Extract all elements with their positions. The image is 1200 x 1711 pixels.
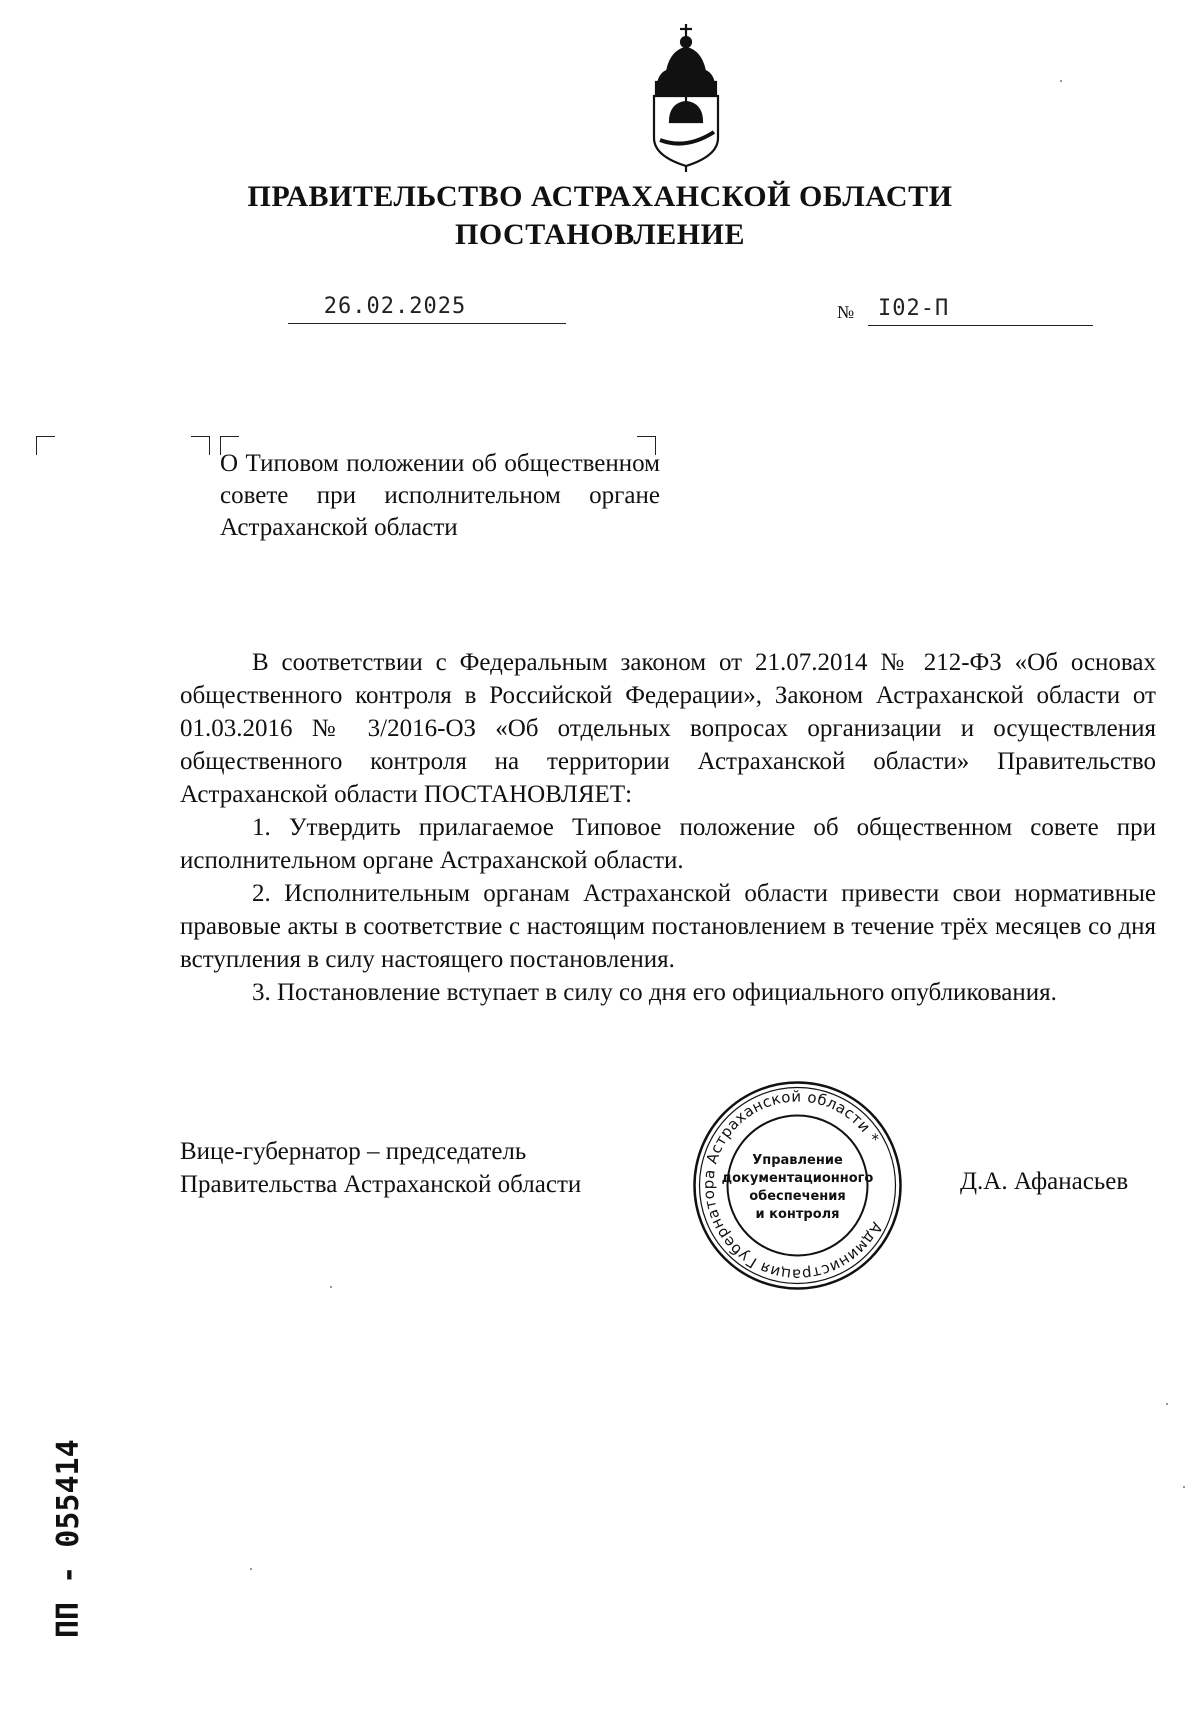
stamp-ring-text: Администрация Губернатора Астраханской области * — [699, 1087, 887, 1284]
signatory-position-line: Правительства Астраханской области — [180, 1171, 582, 1198]
document-subject: О Типовом положении об общественном совете при исполнительном органе Астраханской области — [220, 450, 660, 541]
signatory-position-line: Вице-губернатор – председатель — [180, 1138, 527, 1165]
document-body — [180, 646, 1156, 1009]
document-type-title: ПОСТАНОВЛЕНИЕ — [455, 218, 745, 251]
scan-speck — [330, 1286, 332, 1288]
registration-number-text: ПП - 055414 — [51, 1439, 86, 1638]
decree-item: 1. Утвердить прилагаемое Типовое положение об общественном совете при исполнительном органе Астраханской области. — [180, 814, 1156, 874]
document-date: 26.02.2025 — [323, 294, 467, 319]
scan-speck — [250, 1568, 252, 1570]
stamp-center-line: Управление — [752, 1153, 843, 1168]
scan-speck — [1166, 1403, 1168, 1405]
number-underline — [868, 325, 1093, 326]
registration-number — [26, 1370, 96, 1640]
official-stamp — [690, 1078, 905, 1293]
margin-corner-mark — [191, 436, 210, 455]
signatory-position — [180, 1135, 581, 1201]
scan-speck — [1060, 80, 1062, 82]
number-label: № — [837, 302, 855, 322]
decree-item: 2. Исполнительным органам Астраханской области привести свои нормативные правовые акты в соответствие с настоящим постановлением в течение трёх месяцев со дня вступления в силу настоящего постановления. — [180, 880, 1156, 973]
stamp-center-line: и контроля — [755, 1207, 840, 1222]
coat-of-arms-icon — [640, 22, 732, 172]
organization-title: ПРАВИТЕЛЬСТВО АСТРАХАНСКОЙ ОБЛАСТИ — [247, 180, 953, 213]
decree-item: 3. Постановление вступает в силу со дня его официального опубликования. — [252, 979, 1057, 1006]
stamp-center-line: документационного — [721, 1171, 874, 1186]
stamp-center-line: обеспечения — [749, 1189, 846, 1204]
date-underline — [288, 323, 566, 324]
signatory-name: Д.А. Афанасьев — [960, 1168, 1129, 1195]
margin-corner-mark — [36, 436, 55, 455]
scan-speck — [1183, 1486, 1185, 1488]
preamble-paragraph: В соответствии с Федеральным законом от 21.07.2014 № 212-ФЗ «Об основах общественного контроля в Российской Федерации», Законом Астраханской области от 01.03.2016 № 3/2016-ОЗ «Об отдельных вопросах организации и осуществления общественного контроля на территории Астраханской области» Правительство Астраханской области ПОСТАНОВЛЯЕТ: — [180, 649, 1156, 808]
document-number: I02-П — [878, 296, 950, 321]
